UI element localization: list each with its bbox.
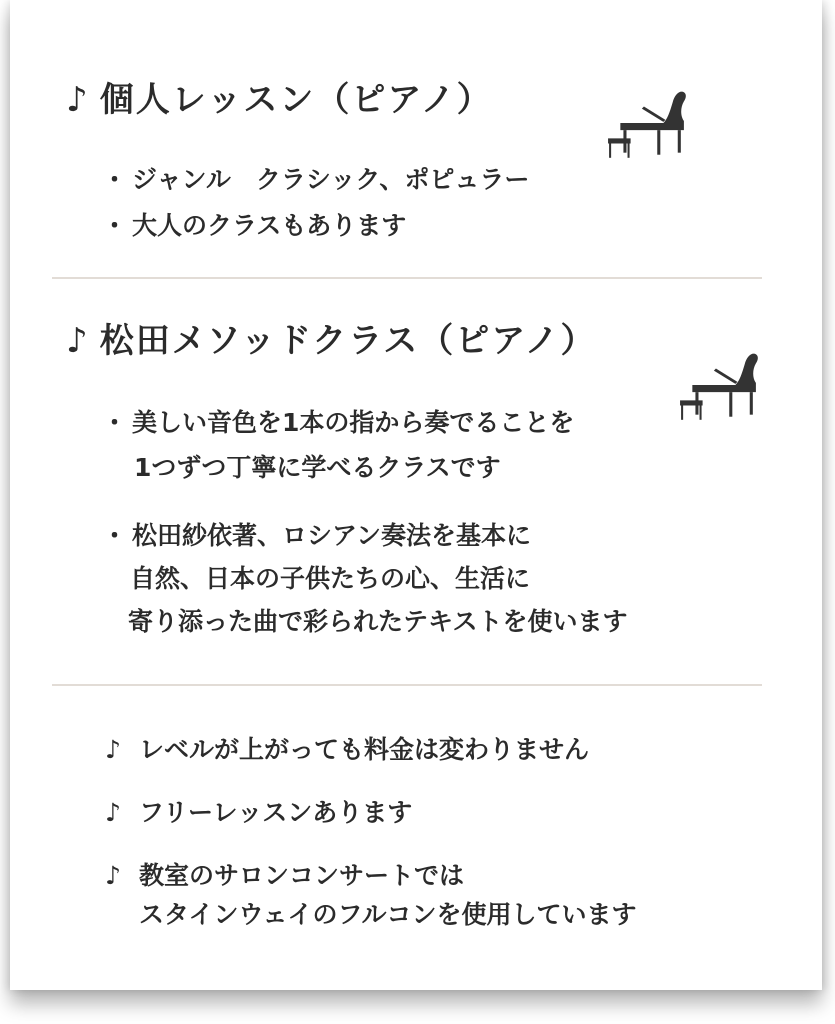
bullet-mark: ・ xyxy=(102,211,128,240)
list-item xyxy=(105,731,589,768)
music-note-icon: ♪ xyxy=(66,321,90,361)
concert-text-line2: スタインウェイのフルコンを使用しています xyxy=(139,900,637,929)
grand-piano-icon xyxy=(606,84,688,166)
adult-class-text: 大人のクラスもあります xyxy=(132,211,407,240)
bullet-mark: ・ xyxy=(102,408,128,437)
divider xyxy=(52,684,762,686)
list-item xyxy=(102,208,406,243)
genre-text: ジャンル クラシック、ポピュラー xyxy=(132,165,530,194)
list-item xyxy=(102,162,529,197)
section2-title-text: 松田メソッドクラス（ピアノ） xyxy=(99,321,597,361)
grand-piano-icon xyxy=(678,346,760,428)
section1-title xyxy=(66,80,493,120)
list-item xyxy=(102,405,574,485)
bullet-mark: ・ xyxy=(102,165,128,194)
list-item xyxy=(102,518,628,639)
bullet-mark: ・ xyxy=(102,521,128,550)
music-note-icon: ♪ xyxy=(105,735,121,764)
text-desc-line1: 松田紗依著、ロシアン奏法を基本に xyxy=(132,521,532,550)
list-item xyxy=(105,857,637,933)
divider xyxy=(52,277,762,279)
list-item xyxy=(105,794,412,831)
music-note-icon: ♪ xyxy=(66,80,90,120)
text-desc-line3: 寄り添った曲で彩られたテキストを使います xyxy=(128,607,628,636)
method-desc-line1: 美しい音色を1本の指から奏でることを xyxy=(132,408,575,437)
section1-title-text: 個人レッスン（ピアノ） xyxy=(99,80,493,120)
fee-text: レベルが上がっても料金は変わりません xyxy=(139,735,590,764)
concert-text-line1: 教室のサロンコンサートでは xyxy=(139,861,465,890)
section2-title xyxy=(66,321,597,361)
info-card xyxy=(10,0,822,990)
text-desc-line2: 自然、日本の子供たちの心、生活に xyxy=(130,564,531,593)
music-note-icon: ♪ xyxy=(105,798,121,827)
free-lesson-text: フリーレッスンあります xyxy=(139,798,413,827)
music-note-icon: ♪ xyxy=(105,861,121,890)
method-desc-line2: 1つずつ丁寧に学べるクラスです xyxy=(134,453,501,482)
